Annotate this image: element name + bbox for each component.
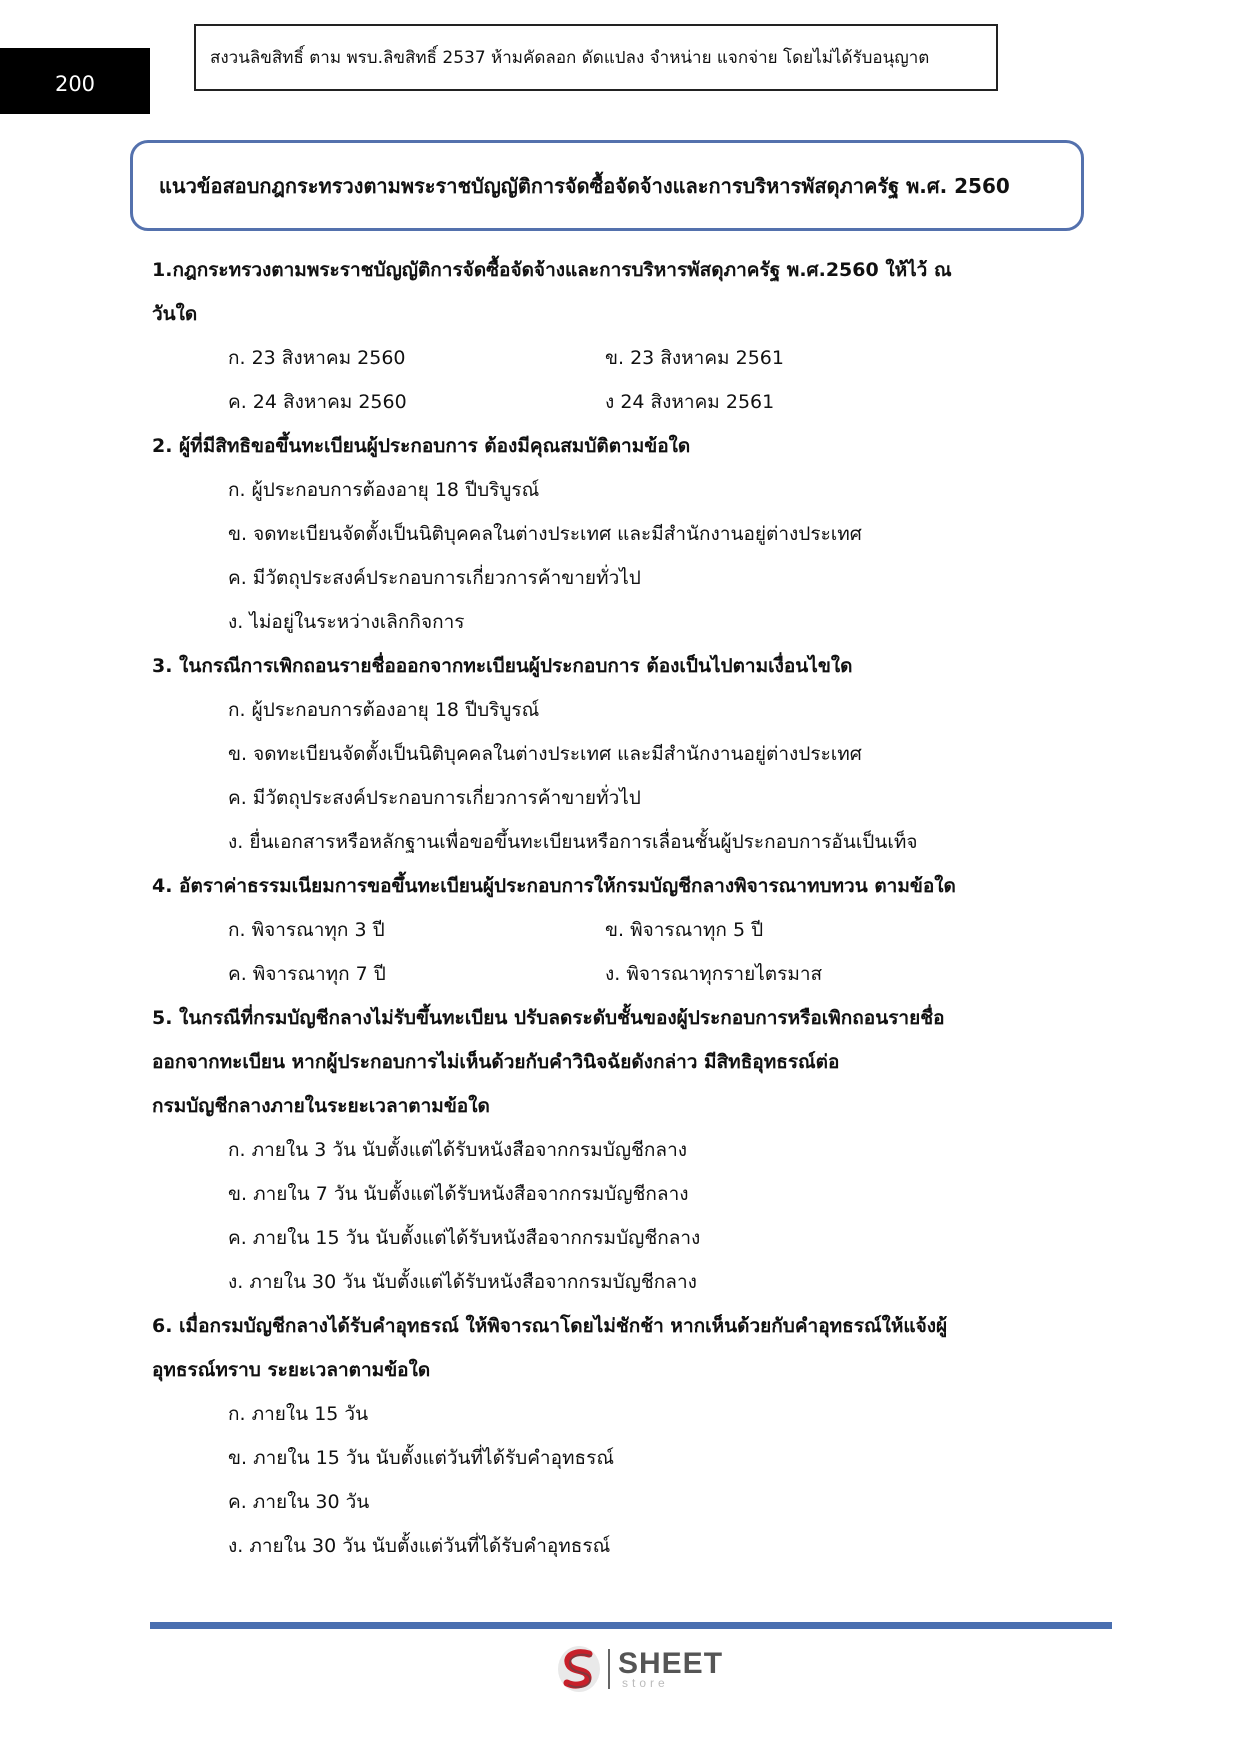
option-d: ง 24 สิงหาคม 2561 bbox=[605, 391, 775, 413]
sheet-store-logo bbox=[556, 1644, 723, 1694]
option-row bbox=[152, 952, 1082, 996]
logo-s-icon bbox=[556, 1644, 602, 1694]
footer-rule bbox=[150, 1622, 1112, 1629]
option-row bbox=[152, 380, 1082, 424]
question-text: ออกจากทะเบียน หากผู้ประกอบการไม่เห็นด้วยกับคำวินิจฉัยดังกล่าว มีสิทธิอุทธรณ์ต่อ bbox=[152, 1051, 840, 1073]
question-1 bbox=[152, 248, 1082, 424]
option-c: ค. มีวัตถุประสงค์ประกอบการเกี่ยวการค้าขายทั่วไป bbox=[228, 787, 641, 809]
option-b: ข. พิจารณาทุก 5 ปี bbox=[605, 919, 764, 941]
option-d: ง. พิจารณาทุกรายไตรมาส bbox=[605, 963, 823, 985]
question-list bbox=[152, 248, 1082, 1568]
option-b: ข. จดทะเบียนจัดตั้งเป็นนิติบุคคลในต่างประเทศ และมีสำนักงานอยู่ต่างประเทศ bbox=[228, 743, 862, 765]
option-a: ก. ภายใน 3 วัน นับตั้งแต่ได้รับหนังสือจากกรมบัญชีกลาง bbox=[228, 1139, 688, 1161]
question-text: วันใด bbox=[152, 303, 198, 325]
page-number: 200 bbox=[0, 48, 150, 114]
option-c: ค. 24 สิงหาคม 2560 bbox=[228, 391, 407, 413]
copyright-notice: สงวนลิขสิทธิ์ ตาม พรบ.ลิขสิทธิ์ 2537 ห้ามคัดลอก ดัดแปลง จำหน่าย แจกจ่าย โดยไม่ได้รับอนุญาต bbox=[194, 24, 998, 91]
option-c: ค. มีวัตถุประสงค์ประกอบการเกี่ยวการค้าขายทั่วไป bbox=[228, 567, 641, 589]
question-text: 4. อัตราค่าธรรมเนียมการขอขึ้นทะเบียนผู้ประกอบการให้กรมบัญชีกลางพิจารณาทบทวน ตามข้อใด bbox=[152, 875, 956, 897]
option-b: ข. 23 สิงหาคม 2561 bbox=[605, 347, 784, 369]
option-c: ค. ภายใน 30 วัน bbox=[228, 1491, 370, 1513]
option-b: ข. จดทะเบียนจัดตั้งเป็นนิติบุคคลในต่างประเทศ และมีสำนักงานอยู่ต่างประเทศ bbox=[228, 523, 862, 545]
question-text: 3. ในกรณีการเพิกถอนรายชื่อออกจากทะเบียนผู้ประกอบการ ต้องเป็นไปตามเงื่อนไขใด bbox=[152, 655, 853, 677]
option-c: ค. พิจารณาทุก 7 ปี bbox=[228, 963, 386, 985]
question-text: 6. เมื่อกรมบัญชีกลางได้รับคำอุทธรณ์ ให้พิจารณาโดยไม่ชักช้า หากเห็นด้วยกับคำอุทธรณ์ให้แจ้งผู้ bbox=[152, 1315, 948, 1337]
question-text: อุทธรณ์ทราบ ระยะเวลาตามข้อใด bbox=[152, 1359, 431, 1381]
option-b: ข. ภายใน 15 วัน นับตั้งแต่วันที่ได้รับคำอุทธรณ์ bbox=[228, 1447, 614, 1469]
option-d: ง. ไม่อยู่ในระหว่างเลิกกิจการ bbox=[228, 611, 465, 633]
option-d: ง. ภายใน 30 วัน นับตั้งแต่ได้รับหนังสือจากกรมบัญชีกลาง bbox=[228, 1271, 697, 1293]
question-text: 2. ผู้ที่มีสิทธิขอขึ้นทะเบียนผู้ประกอบการ ต้องมีคุณสมบัติตามข้อใด bbox=[152, 435, 691, 457]
option-a: ก. ภายใน 15 วัน bbox=[228, 1403, 369, 1425]
question-2 bbox=[152, 424, 1082, 644]
question-text: กรมบัญชีกลางภายในระยะเวลาตามข้อใด bbox=[152, 1095, 490, 1117]
option-row bbox=[152, 336, 1082, 380]
question-4 bbox=[152, 864, 1082, 996]
question-text: 1.กฎกระทรวงตามพระราชบัญญัติการจัดซื้อจัดจ้างและการบริหารพัสดุภาครัฐ พ.ศ.2560 ให้ไว้ ณ bbox=[152, 259, 952, 281]
option-d: ง. ภายใน 30 วัน นับตั้งแต่วันที่ได้รับคำอุทธรณ์ bbox=[228, 1535, 611, 1557]
question-5 bbox=[152, 996, 1082, 1304]
logo-separator bbox=[608, 1649, 610, 1689]
logo-text bbox=[618, 1649, 723, 1689]
option-a: ก. พิจารณาทุก 3 ปี bbox=[228, 919, 385, 941]
option-d: ง. ยื่นเอกสารหรือหลักฐานเพื่อขอขึ้นทะเบียนหรือการเลื่อนชั้นผู้ประกอบการอันเป็นเท็จ bbox=[228, 831, 918, 853]
page-title: แนวข้อสอบกฎกระทรวงตามพระราชบัญญัติการจัดซื้อจัดจ้างและการบริหารพัสดุภาครัฐ พ.ศ. 2560 bbox=[130, 140, 1084, 231]
logo-word: SHEET bbox=[618, 1647, 724, 1680]
option-row bbox=[152, 908, 1082, 952]
logo-subword: store bbox=[622, 1676, 669, 1690]
option-b: ข. ภายใน 7 วัน นับตั้งแต่ได้รับหนังสือจากกรมบัญชีกลาง bbox=[228, 1183, 689, 1205]
option-c: ค. ภายใน 15 วัน นับตั้งแต่ได้รับหนังสือจากกรมบัญชีกลาง bbox=[228, 1227, 701, 1249]
question-3 bbox=[152, 644, 1082, 864]
option-a: ก. 23 สิงหาคม 2560 bbox=[228, 347, 406, 369]
question-6 bbox=[152, 1304, 1082, 1568]
option-a: ก. ผู้ประกอบการต้องอายุ 18 ปีบริบูรณ์ bbox=[228, 699, 540, 721]
question-text: 5. ในกรณีที่กรมบัญชีกลางไม่รับขึ้นทะเบียน ปรับลดระดับชั้นของผู้ประกอบการหรือเพิกถอนรายชื่อ bbox=[152, 1007, 945, 1029]
option-a: ก. ผู้ประกอบการต้องอายุ 18 ปีบริบูรณ์ bbox=[228, 479, 540, 501]
